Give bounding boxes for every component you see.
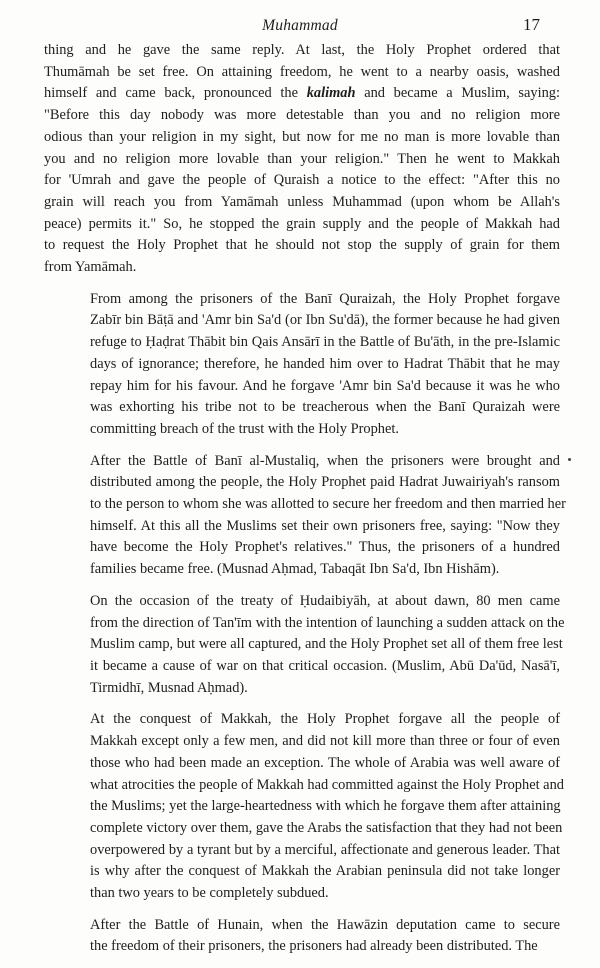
text-line: the freedom of their prisoners, the prisoners had already been distributed. The (90, 938, 538, 955)
italic-term: kalimah (306, 85, 356, 102)
paragraph (44, 709, 564, 904)
paragraph (44, 451, 566, 581)
running-head (0, 14, 600, 40)
text-line: From among the prisoners of the Banī Quraizah, the Holy Prophet forgave (90, 290, 560, 307)
text-line: overpowered by a tyrant but by a merciful, affectionate and generous leader. That (90, 841, 560, 858)
text-line: you and no religion more lovable than your religion." Then he went to Makkah (44, 150, 560, 167)
text-line: himself and came back, pronounced the kalimah and became a Muslim, saying: (44, 85, 560, 102)
text-line: to the person to whom she was allotted to secure her freedom and then married her (90, 496, 566, 513)
text-line: committing breach of the trust with the Holy Prophet. (90, 420, 399, 437)
header-title: Muhammad (262, 17, 338, 34)
text-line: than two years to be completely subdued. (90, 885, 329, 902)
text-line: After the Battle of Hunain, when the Hawāzin deputation came to secure (90, 916, 560, 933)
text-line: grain will reach you from Yamāmah unless Muhammad (upon whom be Allah's (44, 193, 560, 210)
text-line: from Yamāmah. (44, 259, 137, 276)
text-line: those who had been made an exception. The whole of Arabia was well aware of (90, 754, 560, 771)
text-line: Tirmidhī, Musnad Aḥmad). (90, 679, 248, 696)
text-line: days of ignorance; therefore, he handed him over to Hadrat Thābit that he may (90, 355, 560, 372)
paragraph (44, 289, 560, 441)
body-text (44, 40, 566, 968)
text-line: peace) permits it." So, he stopped the grain supply and the people of Makkah had (44, 215, 560, 232)
text-line: complete victory over them, gave the Arabs the satisfaction that they had not been (90, 819, 563, 836)
text-line: At the conquest of Makkah, the Holy Prophet forgave all the people of (90, 711, 560, 728)
text-line: for 'Umrah and gave the people of Quraish a notice to the effect: "After this no (44, 172, 560, 189)
ink-speck (568, 458, 571, 461)
text-line: refuge to Ḥaḍrat Thābit bin Qais Ansārī in the Battle of Bu'āth, in the pre-Islamic (90, 334, 560, 351)
text-line: from the direction of Tan'īm with the intention of launching a sudden attack on the (90, 614, 565, 631)
text-line: families became free. (Musnad Aḥmad, Tabaqāt Ibn Sa'd, Ibn Hishām). (90, 561, 500, 578)
text-line: repay him for his favour. And he forgave 'Amr bin Sa'd because it was he who (90, 377, 560, 394)
page-number: 17 (523, 15, 540, 34)
text-line: the Muslims; yet the large-heartedness with which he forgave them after attaining (90, 798, 561, 815)
text-line: is why after the conquest of Makkah the Arabian peninsula did not take longer (90, 863, 560, 880)
paragraph (44, 591, 565, 700)
text-line: Zabīr bin Bāṭā and 'Amr bin Sa'd (or Ibn Su'dā), the former because he had given (90, 312, 560, 329)
text-line: to request the Holy Prophet that he should not stop the supply of grain for them (44, 237, 560, 254)
text-line: it became a cause of war on that critical occasion. (Muslim, Abū Da'ūd, Nasā'ī, (90, 657, 560, 674)
text-line: what atrocities the people of Makkah had committed against the Holy Prophet and (90, 776, 564, 793)
text-line: distributed among the people, the Holy Prophet paid Hadrat Juwairiyah's ransom (90, 474, 560, 491)
text-line: Muslim camp, but were all captured, and the Holy Prophet set all of them free lest (90, 636, 563, 653)
text-line: have become the Holy Prophet's relatives." Thus, the prisoners of a hundred (90, 539, 560, 556)
text-line: thing and he gave the same reply. At last, the Holy Prophet ordered that (44, 42, 560, 58)
text-line: odious than your religion in my sight, but now for me no man is more lovable than (44, 128, 560, 145)
paragraph (44, 40, 560, 279)
text-line: himself. At this all the Muslims set their own prisoners free, saying: "Now they (90, 517, 560, 534)
text-line: On the occasion of the treaty of Ḥudaibiyāh, at about dawn, 80 men came (90, 592, 560, 609)
text-line: Makkah except only a few men, and did not kill more than three or four of even (90, 733, 560, 750)
text-line: After the Battle of Banī al-Mustaliq, when the prisoners were brought and (90, 452, 560, 469)
text-line: was exhorting his tribe not to be treacherous when the Banī Quraizah were (90, 399, 560, 416)
text-line: Thumāmah be set free. On attaining freedom, he went to a nearby oasis, washed (44, 63, 560, 80)
paragraph (44, 915, 560, 958)
text-line: "Before this day nobody was more detestable than you and no religion more (44, 107, 560, 124)
